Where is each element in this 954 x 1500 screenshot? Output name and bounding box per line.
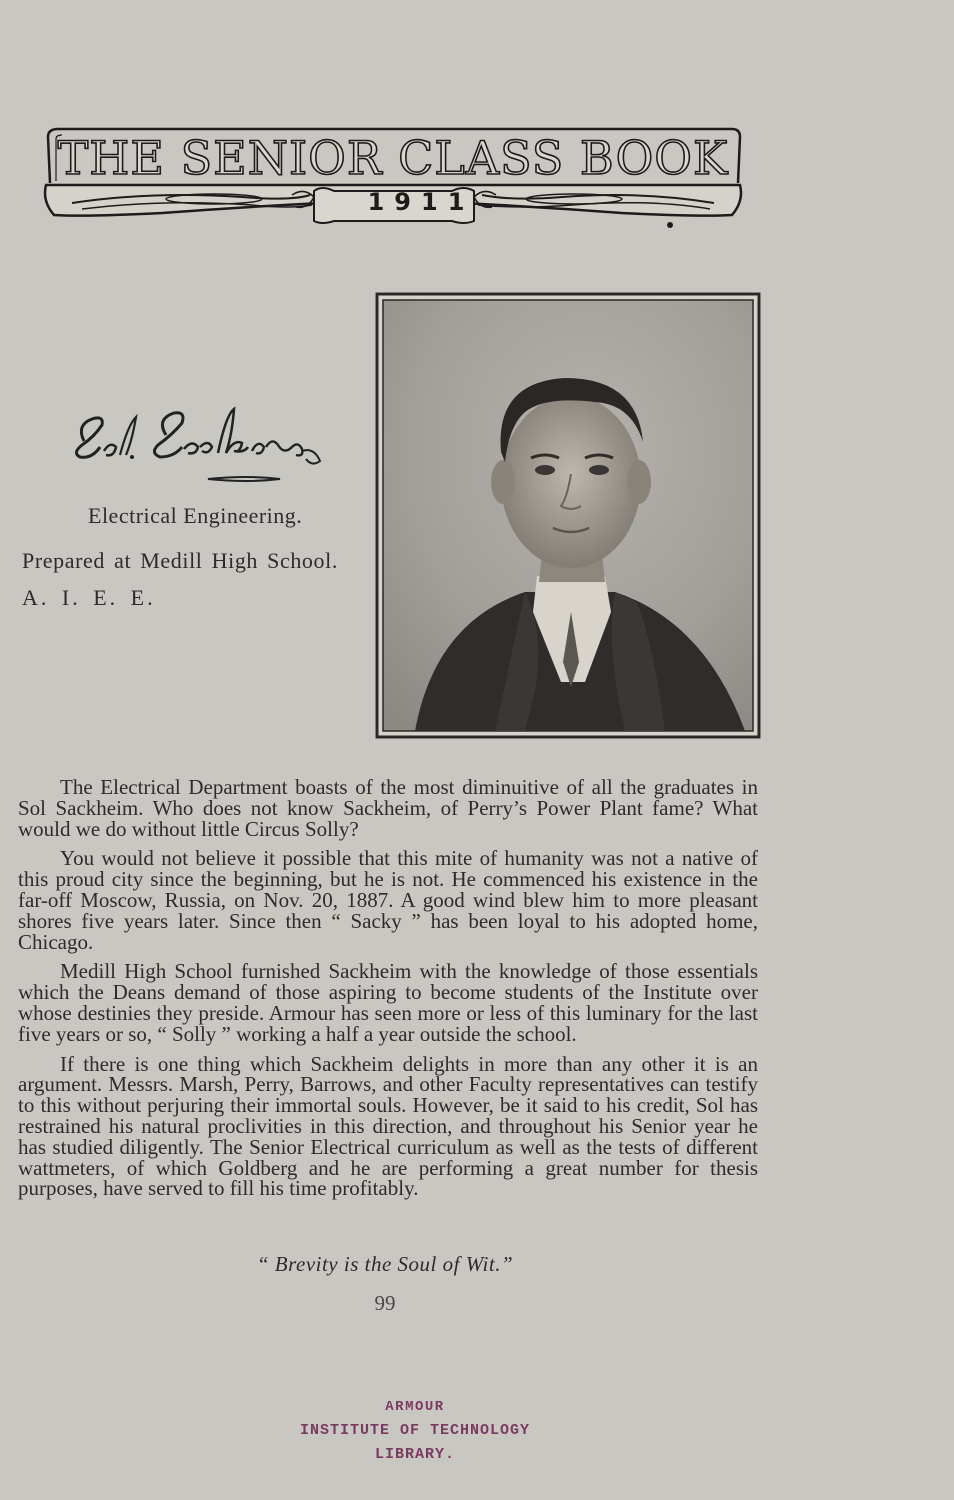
department-label: Electrical Engineering.: [88, 503, 303, 528]
biography-paragraph: Medill High School furnished Sackheim with the knowledge of those essentials which the Deans demand of those aspiring to become students of the Institute over whose destinies they preside. Armour has seen more or less of this luminary for the last five years or so, “ Solly ” working a half a year outside the school.: [18, 959, 758, 1046]
signature-image: [58, 395, 328, 495]
masthead-year: 1911: [367, 188, 475, 216]
stamp-line: LIBRARY.: [374, 1446, 455, 1463]
library-stamp: [280, 1395, 550, 1467]
portrait-photo-icon: [375, 292, 761, 739]
biography-paragraph: You would not believe it possible that this mite of humanity was not a native of this proud city since the beginning, but he is not. He commenced his existence in the far-off Moscow, Russia, on Nov. 20, 1887. A good wind blew him to more pleasant shores five years later. Since then “ Sacky ” has been loyal to his adopted home, Chicago.: [18, 846, 758, 954]
motto-quote: “ Brevity is the Soul of Wit.”: [256, 1252, 514, 1276]
biography-text: [18, 777, 758, 1208]
biography-paragraph: The Electrical Department boasts of the most diminuitive of all the graduates in Sol Sackheim. Who does not know Sackheim, of Perry’s Power Plant fame? What would we do without little Circus Solly?: [18, 775, 758, 841]
page-number: 99: [374, 1291, 396, 1315]
masthead: [42, 125, 744, 235]
biography-paragraph: If there is one thing which Sackheim delights in more than any other it is an argument. Messrs. Marsh, Perry, Barrows, and other Faculty representatives can testify to this without perjuring their immortal souls. However, be it said to his credit, Sol has restrained his natural proclivities in this direction, and throughout his Senior year he has studied diligently. The Senior Electrical curriculum as well as the tests of different wattmeters, of which Goldberg and he are performing a great number for thesis purposes, have served to fill his time profitably.: [18, 1051, 758, 1201]
society-membership: A. I. E. E.: [22, 585, 156, 610]
stamp-line: ARMOUR: [385, 1399, 445, 1415]
stamp-line: INSTITUTE OF TECHNOLOGY: [299, 1422, 531, 1439]
preparatory-school: Prepared at Medill High School.: [22, 548, 338, 573]
masthead-title: THE SENIOR CLASS BOOK: [57, 131, 729, 185]
